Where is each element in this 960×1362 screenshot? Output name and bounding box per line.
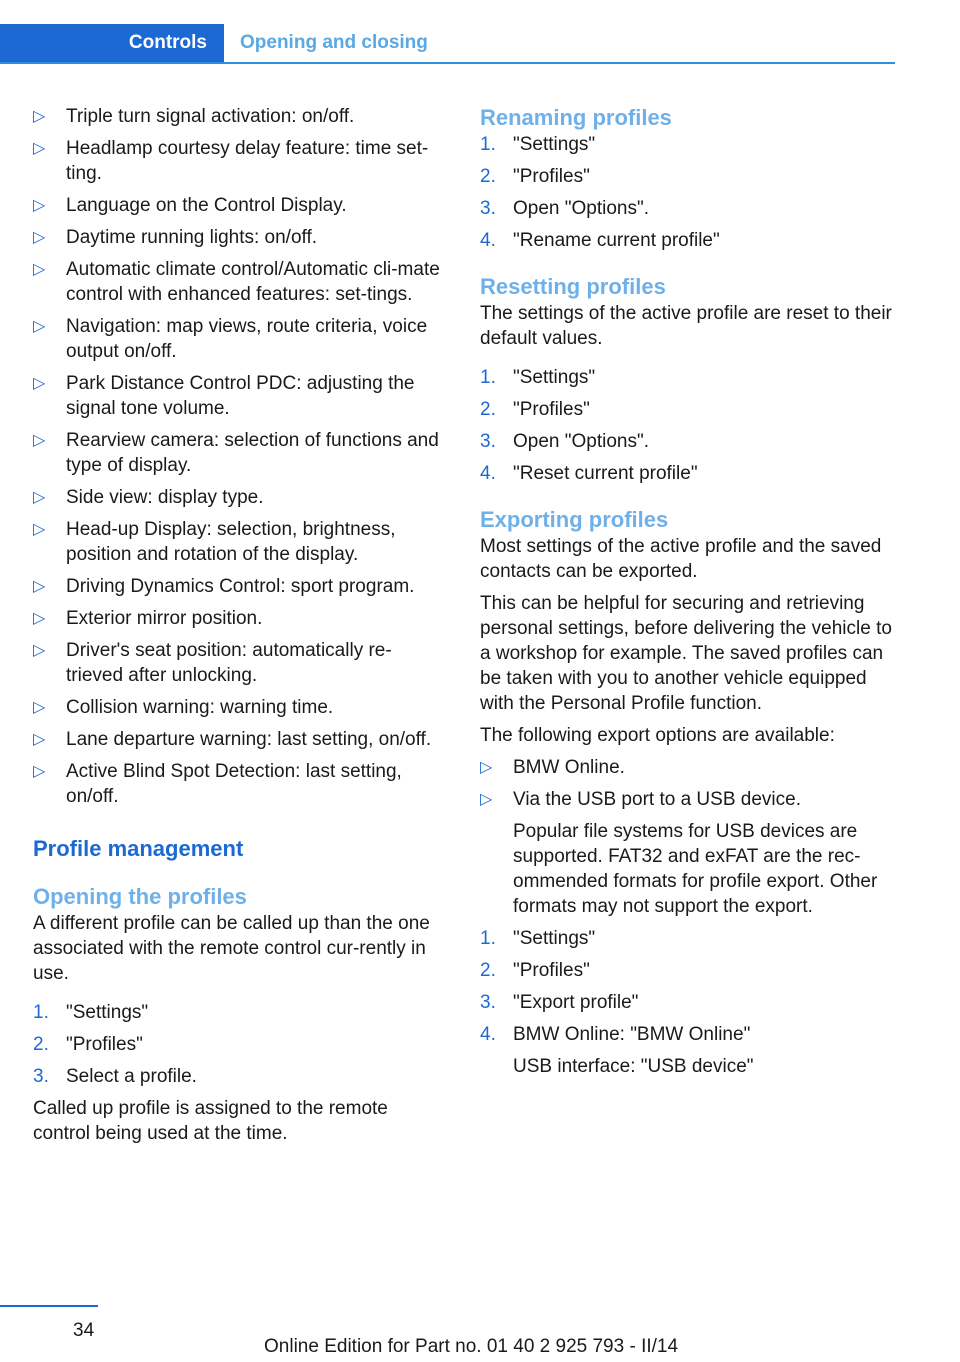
list-item: 1. "Settings" (33, 1002, 149, 1023)
triangle-bullet-icon: ▷ (33, 318, 46, 335)
footer-edition-text: Online Edition for Part no. 01 40 2 925 793 - II/14 (264, 1336, 679, 1357)
settings-bullet-list (33, 104, 448, 809)
header-tab-controls[interactable]: Controls (0, 24, 224, 62)
exporting-text-1: Most settings of the active profile and the saved contacts can be exported. (480, 536, 882, 582)
triangle-bullet-icon: ▷ (33, 731, 46, 748)
list-item: ▷ Park Distance Control PDC: adjusting the signal tone volume. (33, 373, 415, 419)
list-item: 2. "Profiles" (33, 1034, 143, 1055)
list-item: 4. "Rename current profile" (480, 230, 720, 251)
heading-resetting-profiles: Resetting profiles (480, 274, 666, 299)
triangle-bullet-icon: ▷ (33, 578, 46, 595)
export-steps-list (480, 926, 895, 1079)
list-item: 4. "Reset current profile" (480, 463, 698, 484)
list-item: ▷ Automatic climate control/Automatic cli‐mate control with enhanced features: set‐tings. (33, 259, 440, 305)
list-item: ▷ Daytime running lights: on/off. (33, 227, 318, 248)
left-column (33, 104, 448, 1153)
list-item: ▷ Lane departure warning: last setting, on/off. (33, 729, 432, 750)
triangle-bullet-icon: ▷ (33, 489, 46, 506)
triangle-bullet-icon: ▷ (480, 759, 493, 776)
footer-divider (0, 1305, 98, 1307)
list-item: 2. "Profiles" (480, 960, 590, 981)
list-item: 1. "Settings" (480, 134, 596, 155)
triangle-bullet-icon: ▷ (33, 642, 46, 659)
heading-opening-profiles: Opening the profiles (33, 884, 247, 909)
list-item: 2. "Profiles" (480, 166, 590, 187)
right-column (480, 104, 895, 1086)
list-item: 3. Select a profile. (33, 1066, 197, 1087)
page-number: 34 (73, 1320, 95, 1341)
list-item: 2. "Profiles" (480, 399, 590, 420)
exporting-text-3: The following export options are available: (480, 725, 835, 746)
triangle-bullet-icon: ▷ (33, 375, 46, 392)
heading-exporting-profiles: Exporting profiles (480, 507, 669, 532)
list-item: ▷ Via the USB port to a USB device. Popular file systems for USB devices are supported. FAT32 and exFAT are the rec‐ommended formats for profile export. Other formats may not support the export. (480, 787, 895, 919)
list-item: 4. BMW Online: "BMW Online" USB interface: "USB device" (480, 1022, 895, 1079)
list-item: ▷ Language on the Control Display. (33, 195, 347, 216)
triangle-bullet-icon: ▷ (33, 610, 46, 627)
exporting-text-2: This can be helpful for securing and retrieving personal settings, before delivering the vehicle to a workshop for example. The saved profiles can be taken with you to another vehicle equipped with the Personal Profile function. (480, 593, 892, 714)
list-item: ▷ Rearview camera: selection of functions and type of display. (33, 430, 439, 476)
page-header (0, 0, 895, 64)
triangle-bullet-icon: ▷ (33, 699, 46, 716)
list-item: ▷ Collision warning: warning time. (33, 697, 334, 718)
list-item: ▷ Driving Dynamics Control: sport program. (33, 576, 415, 597)
list-item: 3. "Export profile" (480, 992, 639, 1013)
list-item: ▷ Navigation: map views, route criteria, voice output on/off. (33, 316, 428, 362)
renaming-steps-list (480, 132, 895, 253)
triangle-bullet-icon: ▷ (33, 229, 46, 246)
usb-note-text: Popular file systems for USB devices are supported. FAT32 and exFAT are the rec‐ommended formats for profile export. Other formats may not support the export. (513, 821, 878, 917)
list-item: ▷ Active Blind Spot Detection: last setting, on/off. (33, 761, 402, 807)
triangle-bullet-icon: ▷ (33, 108, 46, 125)
triangle-bullet-icon: ▷ (33, 197, 46, 214)
opening-steps-list (33, 1000, 448, 1089)
list-item: 1. "Settings" (480, 928, 596, 949)
list-item: ▷ Driver's seat position: automatically re‐trieved after unlocking. (33, 640, 392, 686)
triangle-bullet-icon: ▷ (33, 140, 46, 157)
opening-intro-text: A different profile can be called up than the one associated with the remote control cur‐rently in use. (33, 913, 430, 984)
list-item: ▷ Headlamp courtesy delay feature: time set‐ting. (33, 138, 429, 184)
list-item: 3. Open "Options". (480, 431, 650, 452)
list-item: ▷ Head-up Display: selection, brightness, position and rotation of the display. (33, 519, 396, 565)
triangle-bullet-icon: ▷ (480, 791, 493, 808)
list-item: ▷ Side view: display type. (33, 487, 264, 508)
heading-renaming-profiles: Renaming profiles (480, 105, 672, 130)
triangle-bullet-icon: ▷ (33, 261, 46, 278)
list-item: 1. "Settings" (480, 367, 596, 388)
opening-note-text: Called up profile is assigned to the remote control being used at the time. (33, 1098, 388, 1144)
list-item: 3. Open "Options". (480, 198, 650, 219)
resetting-intro-text: The settings of the active profile are reset to their default values. (480, 303, 892, 349)
usb-interface-text: USB interface: "USB device" (513, 1056, 754, 1077)
list-item: ▷ BMW Online. (480, 757, 625, 778)
list-item: ▷ Triple turn signal activation: on/off. (33, 106, 355, 127)
header-tab-opening-and-closing[interactable]: Opening and closing (240, 32, 428, 53)
resetting-steps-list (480, 365, 895, 486)
section-title-profile-management: Profile management (33, 836, 244, 861)
triangle-bullet-icon: ▷ (33, 432, 46, 449)
triangle-bullet-icon: ▷ (33, 763, 46, 780)
list-item: ▷ Exterior mirror position. (33, 608, 263, 629)
triangle-bullet-icon: ▷ (33, 521, 46, 538)
export-options-list (480, 755, 895, 919)
